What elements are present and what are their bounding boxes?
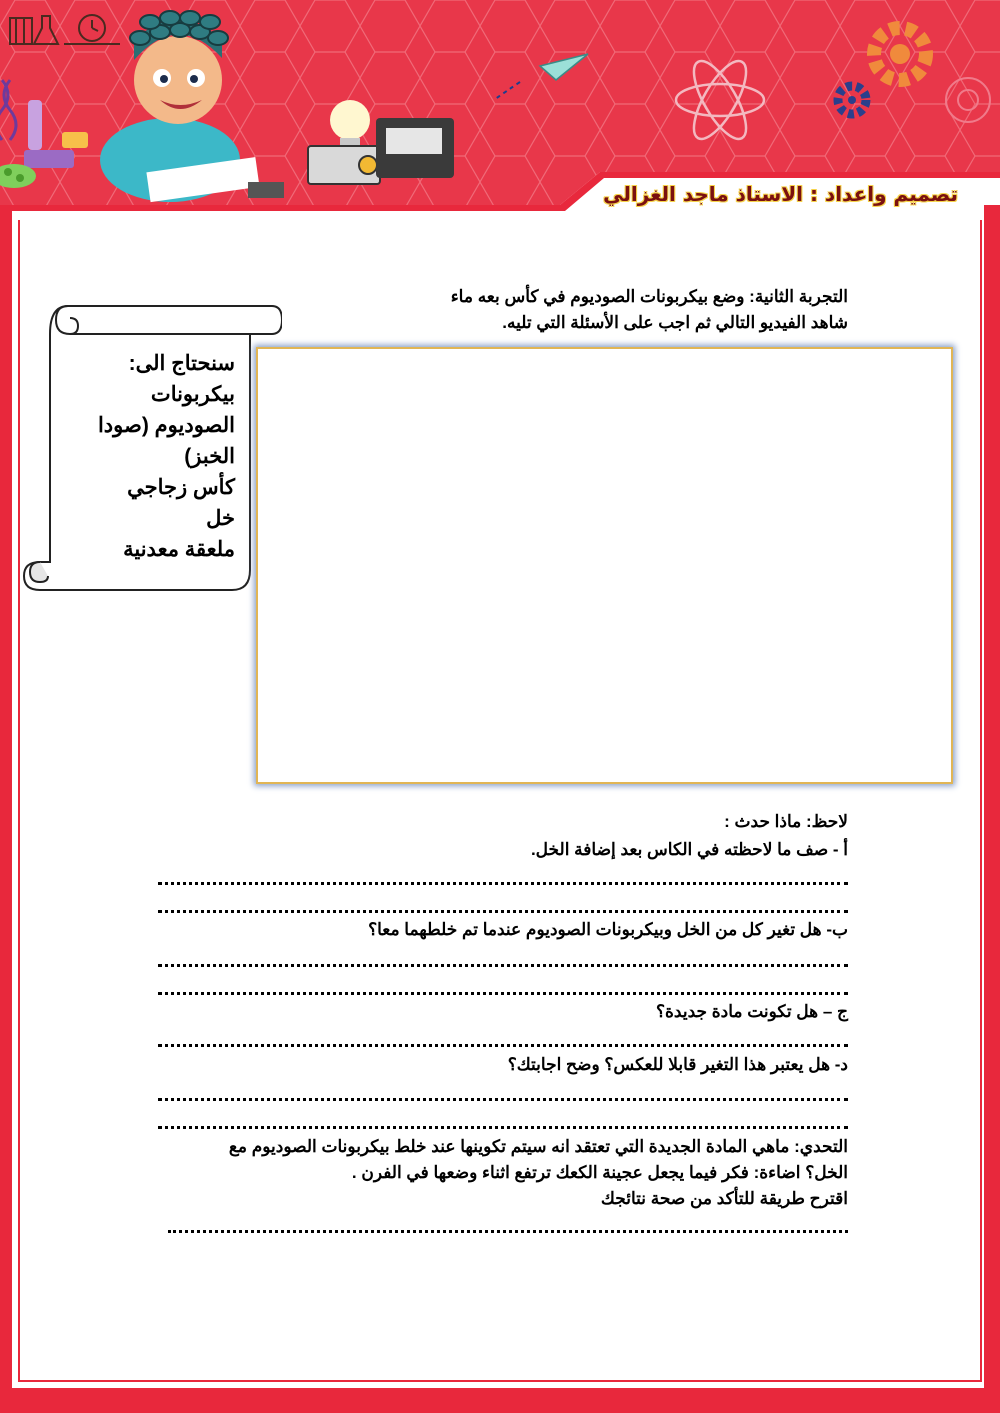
question-b: ب- هل تغير كل من الخل وبيكربونات الصوديوم عندما تم خلطهما معا؟ <box>368 920 848 939</box>
answer-line[interactable] <box>158 956 848 967</box>
frame-bottom <box>0 1388 1000 1413</box>
question-d: د- هل يعتبر هذا التغير قابلا للعكس؟ وضح اجابتك؟ <box>507 1055 848 1074</box>
answer-line[interactable] <box>158 1118 848 1129</box>
experiment-line-2: شاهد الفيديو التالي ثم اجب على الأسئلة التي تليه. <box>502 313 848 332</box>
experiment-line-1: التجربة الثانية: وضع بيكربونات الصوديوم في كأس بعه ماء <box>450 287 848 306</box>
materials-item: ملعقة معدنية <box>123 538 235 561</box>
materials-title: سنحتاج الى: <box>128 352 235 375</box>
question-c: ج – هل تكونت مادة جديدة؟ <box>656 1002 848 1021</box>
challenge-line-1: التحدي: ماهي المادة الجديدة التي تعتقد انه سيتم تكوينها عند خلط بيكربونات الصوديوم مع <box>228 1137 848 1156</box>
frame-left <box>0 205 12 1395</box>
challenge-line-3: اقترح طريقة للتأكد من صحة نتائجك <box>600 1189 848 1208</box>
materials-item: كأس زجاجي <box>127 476 235 499</box>
answer-line[interactable] <box>158 984 848 995</box>
answer-line[interactable] <box>158 874 848 885</box>
author-credit: تصميم واعداد : الاستاذ ماجد الغزالي <box>603 182 958 206</box>
question-a: أ - صف ما لاحظته في الكاس بعد إضافة الخل. <box>530 840 848 859</box>
materials-item: الصوديوم (صودا <box>97 414 235 437</box>
answer-line[interactable] <box>158 1036 848 1047</box>
observe-heading: لاحظ: ماذا حدث : <box>724 812 848 831</box>
frame-right <box>984 205 1000 1395</box>
materials-item: الخبز) <box>184 445 235 468</box>
answer-line[interactable] <box>168 1222 848 1233</box>
materials-list <box>60 348 235 565</box>
materials-item: بيكربونات <box>150 383 235 406</box>
challenge-line-2: الخل؟ اضاءة: فكر فيما يجعل عجينة الكعك ترتفع اثناء وضعها في الفرن . <box>351 1163 848 1182</box>
materials-item: خل <box>206 507 235 530</box>
video-player[interactable] <box>256 347 953 784</box>
answer-line[interactable] <box>158 1090 848 1101</box>
answer-line[interactable] <box>158 902 848 913</box>
